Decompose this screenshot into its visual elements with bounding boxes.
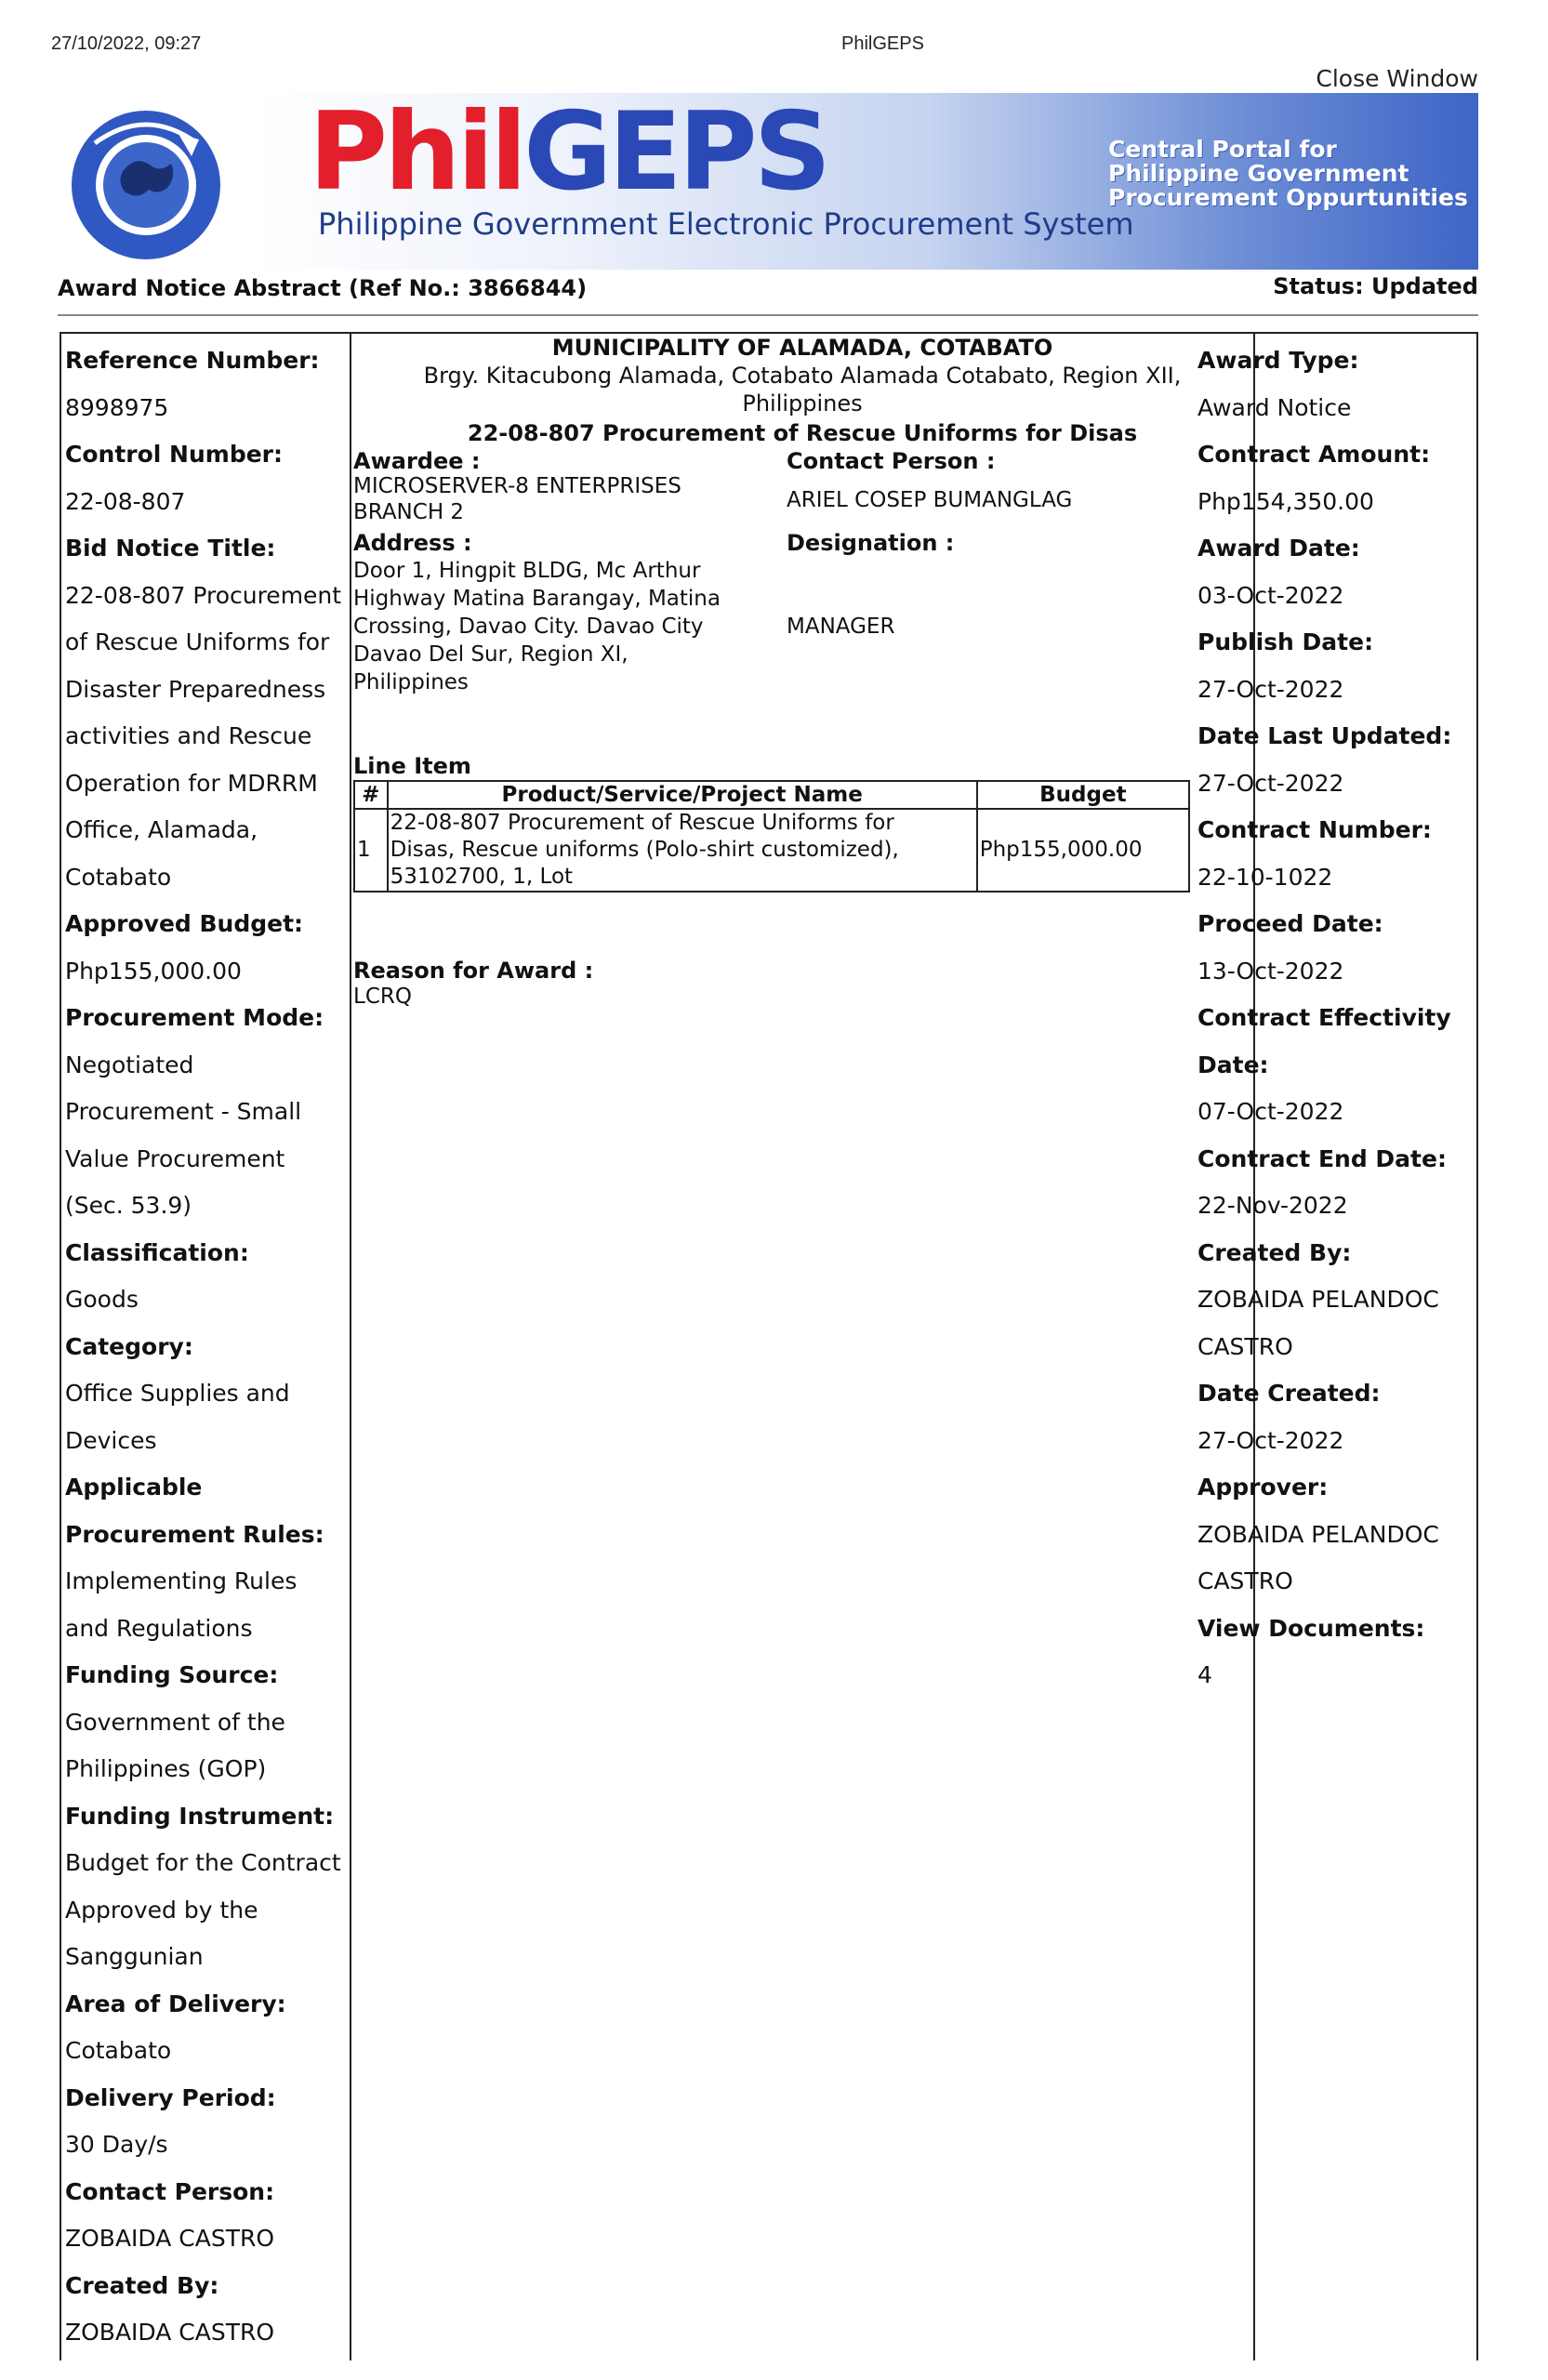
area-of-delivery-label: Area of Delivery: [65, 1990, 286, 2017]
procurement-mode-line: Procurement - Small [65, 1098, 302, 1125]
date-last-updated-label: Date Last Updated: [1197, 722, 1452, 749]
left-column [60, 332, 351, 2360]
philgeps-globe-logo [67, 106, 225, 264]
bid-notice-title-label: Bid Notice Title: [65, 535, 276, 562]
approver-line: CASTRO [1197, 1567, 1293, 1594]
award-type-value: Award Notice [1197, 393, 1352, 421]
contract-effectivity-label: Contract Effectivity [1197, 1004, 1451, 1031]
classification-label: Classification: [65, 1238, 249, 1266]
funding-instrument-line: Budget for the Contract [65, 1849, 341, 1876]
table-header: Product/Service/Project Name [388, 781, 977, 809]
designation-value: MANAGER [787, 615, 895, 639]
funding-instrument-label: Funding Instrument: [65, 1802, 335, 1830]
portal-line: Procurement Oppurtunities [1108, 184, 1468, 211]
awardee-line: MICROSERVER-8 ENTERPRISES [353, 474, 681, 498]
bid-notice-title-line: Operation for MDRRM [65, 769, 318, 797]
bid-notice-title-line: 22-08-807 Procurement [65, 581, 342, 609]
approved-budget-label: Approved Budget: [65, 910, 304, 937]
award-notice-frame [60, 332, 1478, 2359]
awardee-value [353, 473, 681, 525]
contract-effectivity-label: Date: [1197, 1051, 1269, 1078]
address-line: Highway Matina Barangay, Matina [353, 587, 721, 611]
procurement-rules-line: and Regulations [65, 1614, 253, 1642]
philgeps-wordmark [309, 89, 828, 215]
publish-date-label: Publish Date: [1197, 628, 1374, 655]
agency-address [351, 362, 1253, 417]
portal-tagline [1108, 138, 1468, 210]
address-line: Davao Del Sur, Region XI, [353, 642, 628, 667]
designation-label: Designation : [787, 530, 955, 556]
control-number-label: Control Number: [65, 441, 283, 468]
table-header: # [354, 781, 388, 809]
contact-person-value: ARIEL COSEP BUMANGLAG [787, 488, 1073, 512]
contract-end-date-label: Contract End Date: [1197, 1144, 1447, 1172]
view-documents-link[interactable]: 4 [1197, 1661, 1212, 1688]
publish-date-value: 27-Oct-2022 [1197, 675, 1344, 703]
proceed-date-label: Proceed Date: [1197, 910, 1383, 937]
category-label: Category: [65, 1332, 193, 1360]
created-by-value: ZOBAIDA CASTRO [65, 2319, 275, 2346]
brand-suffix: GEPS [523, 89, 828, 215]
reason-for-award-value: LCRQ [353, 985, 412, 1009]
contact-person-value: ZOBAIDA CASTRO [65, 2225, 275, 2252]
agency-name: MUNICIPALITY OF ALAMADA, COTABATO [551, 335, 1053, 361]
funding-instrument-line: Sanggunian [65, 1943, 204, 1970]
view-documents-label: View Documents: [1197, 1614, 1425, 1642]
status-badge: Status: Updated [1273, 273, 1478, 299]
procurement-rules-label: Procurement Rules: [65, 1520, 324, 1548]
abstract-title: Award Notice Abstract (Ref No.: 3866844) [58, 275, 588, 301]
middle-column [350, 332, 1255, 2360]
funding-source-line: Philippines (GOP) [65, 1755, 267, 1782]
created-by-label: Created By: [1197, 1238, 1352, 1266]
contract-effectivity-value: 07-Oct-2022 [1197, 1098, 1344, 1125]
reference-number-label: Reference Number: [65, 347, 320, 374]
created-by-label: Created By: [65, 2271, 219, 2299]
award-date-label: Award Date: [1197, 535, 1360, 562]
delivery-period-label: Delivery Period: [65, 2083, 276, 2111]
print-page-title: PhilGEPS [841, 33, 924, 54]
area-of-delivery-value: Cotabato [65, 2037, 172, 2064]
table-cell-budget: Php155,000.00 [977, 809, 1189, 892]
abstract-bar [58, 273, 1478, 305]
table-header-row [354, 781, 1189, 809]
agency-address-line: Brgy. Kitacubong Alamada, Cotabato Alamada Cotabato, Region XII, [423, 363, 1182, 389]
classification-value: Goods [65, 1286, 139, 1313]
bid-notice-title-line: Disaster Preparedness [65, 675, 326, 703]
control-number-value: 22-08-807 [65, 487, 186, 515]
date-created-label: Date Created: [1197, 1380, 1381, 1407]
contract-amount-value: Php154,350.00 [1197, 487, 1374, 515]
address-line: Door 1, Hingpit BLDG, Mc Arthur [353, 559, 701, 583]
award-type-label: Award Type: [1197, 347, 1359, 374]
approver-label: Approver: [1197, 1474, 1329, 1501]
agency-address-line: Philippines [742, 390, 863, 416]
portal-line: Central Portal for [1108, 136, 1337, 163]
table-cell-line: 53102700, 1, Lot [390, 865, 574, 889]
banner-subtitle: Philippine Government Electronic Procurement System [318, 206, 1134, 242]
table-cell-name [388, 809, 977, 892]
procurement-rules-line: Implementing Rules [65, 1567, 298, 1594]
proceed-date-value: 13-Oct-2022 [1197, 957, 1344, 985]
category-line: Devices [65, 1426, 157, 1454]
reason-for-award-label: Reason for Award : [353, 958, 594, 984]
created-by-line: CASTRO [1197, 1332, 1293, 1360]
approver-line: ZOBAIDA PELANDOC [1197, 1520, 1439, 1548]
bid-notice-title-line: of Rescue Uniforms for [65, 628, 330, 655]
address-line: Philippines [353, 670, 469, 694]
right-column [1194, 332, 1478, 2360]
bid-notice-title-line: activities and Rescue [65, 722, 312, 749]
approved-budget-value: Php155,000.00 [65, 957, 242, 985]
table-row [354, 809, 1189, 892]
contact-person-label: Contact Person: [65, 2177, 275, 2205]
line-item-label: Line Item [353, 753, 471, 779]
bid-notice-title-line: Cotabato [65, 863, 172, 891]
contract-end-date-value: 22-Nov-2022 [1197, 1192, 1348, 1219]
table-cell-number: 1 [354, 809, 388, 892]
bid-notice-title-line: Office, Alamada, [65, 816, 258, 843]
print-timestamp: 27/10/2022, 09:27 [51, 33, 202, 54]
procurement-mode-line: (Sec. 53.9) [65, 1192, 192, 1219]
contract-number-value: 22-10-1022 [1197, 863, 1333, 891]
portal-line: Philippine Government [1108, 160, 1409, 187]
brand-prefix: Phil [309, 89, 524, 215]
line-item-table [353, 780, 1190, 892]
award-date-value: 03-Oct-2022 [1197, 581, 1344, 609]
address-line: Crossing, Davao City. Davao City [353, 615, 704, 639]
date-created-value: 27-Oct-2022 [1197, 1426, 1344, 1454]
address-label: Address : [353, 530, 472, 556]
reference-number-value: 8998975 [65, 393, 169, 421]
procurement-mode-line: Value Procurement [65, 1144, 285, 1172]
contract-amount-label: Contract Amount: [1197, 441, 1431, 468]
table-header: Budget [977, 781, 1189, 809]
funding-source-line: Government of the [65, 1708, 285, 1736]
procurement-rules-label: Applicable [65, 1474, 203, 1501]
bid-title: 22-08-807 Procurement of Rescue Uniforms for Disas [467, 420, 1138, 446]
table-cell-line: Disas, Rescue uniforms (Polo-shirt customized), [390, 838, 899, 862]
table-cell-line: 22-08-807 Procurement of Rescue Uniforms for [390, 811, 894, 835]
awardee-line: BRANCH 2 [353, 500, 465, 524]
funding-source-label: Funding Source: [65, 1661, 279, 1688]
procurement-mode-line: Negotiated [65, 1051, 194, 1078]
procurement-mode-label: Procurement Mode: [65, 1004, 324, 1031]
divider [58, 314, 1478, 316]
address-value [353, 557, 721, 696]
philgeps-banner [58, 89, 1478, 275]
date-last-updated-value: 27-Oct-2022 [1197, 769, 1344, 797]
contact-person-label: Contact Person : [787, 448, 996, 474]
created-by-line: ZOBAIDA PELANDOC [1197, 1286, 1439, 1313]
awardee-label: Awardee : [353, 448, 481, 474]
delivery-period-value: 30 Day/s [65, 2131, 168, 2158]
category-line: Office Supplies and [65, 1380, 290, 1407]
funding-instrument-line: Approved by the [65, 1896, 258, 1924]
contract-number-label: Contract Number: [1197, 816, 1432, 843]
close-window-link[interactable]: Close Window [1316, 65, 1478, 92]
